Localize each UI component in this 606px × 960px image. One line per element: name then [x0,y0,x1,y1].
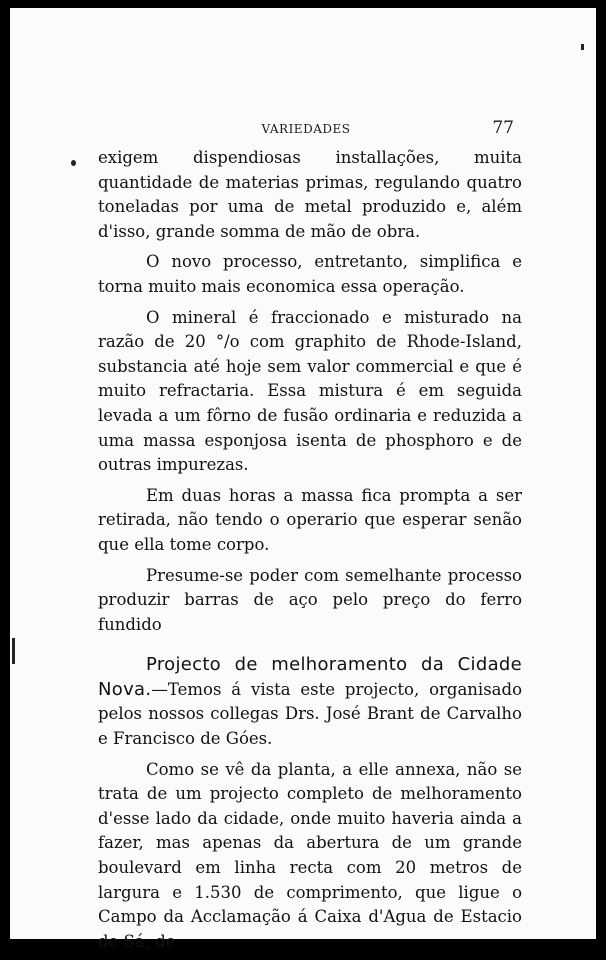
body-text [98,146,522,960]
section-title: Projecto de melhoramento da Cidade Nova. [98,654,522,700]
document-page [10,8,596,951]
paragraph: Presume-se poder com semelhante processo produzir barras de aço pelo preço do ferro fundido [98,565,522,634]
running-title: VARIEDADES [261,122,351,136]
paragraph: Como se vê da planta, a elle annexa, não se trata de um projecto completo de melhoramento d'esse lado da cidade, onde muito haveria ainda a fazer, mas apenas da abertura de um grande boulevard em linha recta com 20 metros de largura e 1.530 de comprimento, que ligue o Campo da Acclamação á Caixa d'Agua de Estacio de Sá, de [98,759,522,951]
paragraph: O mineral é fraccionado e misturado na razão de 20 °/o com graphito de Rhode-Island, substancia até hoje sem valor commercial e que é muito refractaria. Essa mistura é em seguida levada a um fôrno de fusão ordinaria e reduzida a uma massa esponjosa isenta de phosphoro e de outras impurezas. [98,307,522,475]
paragraph: O novo processo, entretanto, simplifica e torna muito mais economica essa operação. [98,252,522,296]
section-paragraph [98,653,522,751]
corner-mark [581,44,584,50]
paragraph-continued: exigem dispendiosas installações, muita quantidade de materias primas, regulando quatro toneladas por uma de metal produzido e, além d'isso, grande somma de mão de obra. [98,148,522,241]
page-header [98,118,514,140]
paragraph: Em duas horas a massa fica prompta a ser retirada, não tendo o operario que esperar senão que ella tome corpo. [98,485,522,554]
margin-stroke-mark [12,638,15,664]
page-number: 77 [492,118,514,138]
section-lead-text: —Temos á vista este projecto, organisado pelos nossos collegas Drs. José Brant de Carvalho e Francisco de Góes. [98,679,522,749]
margin-dot-mark [71,160,76,166]
